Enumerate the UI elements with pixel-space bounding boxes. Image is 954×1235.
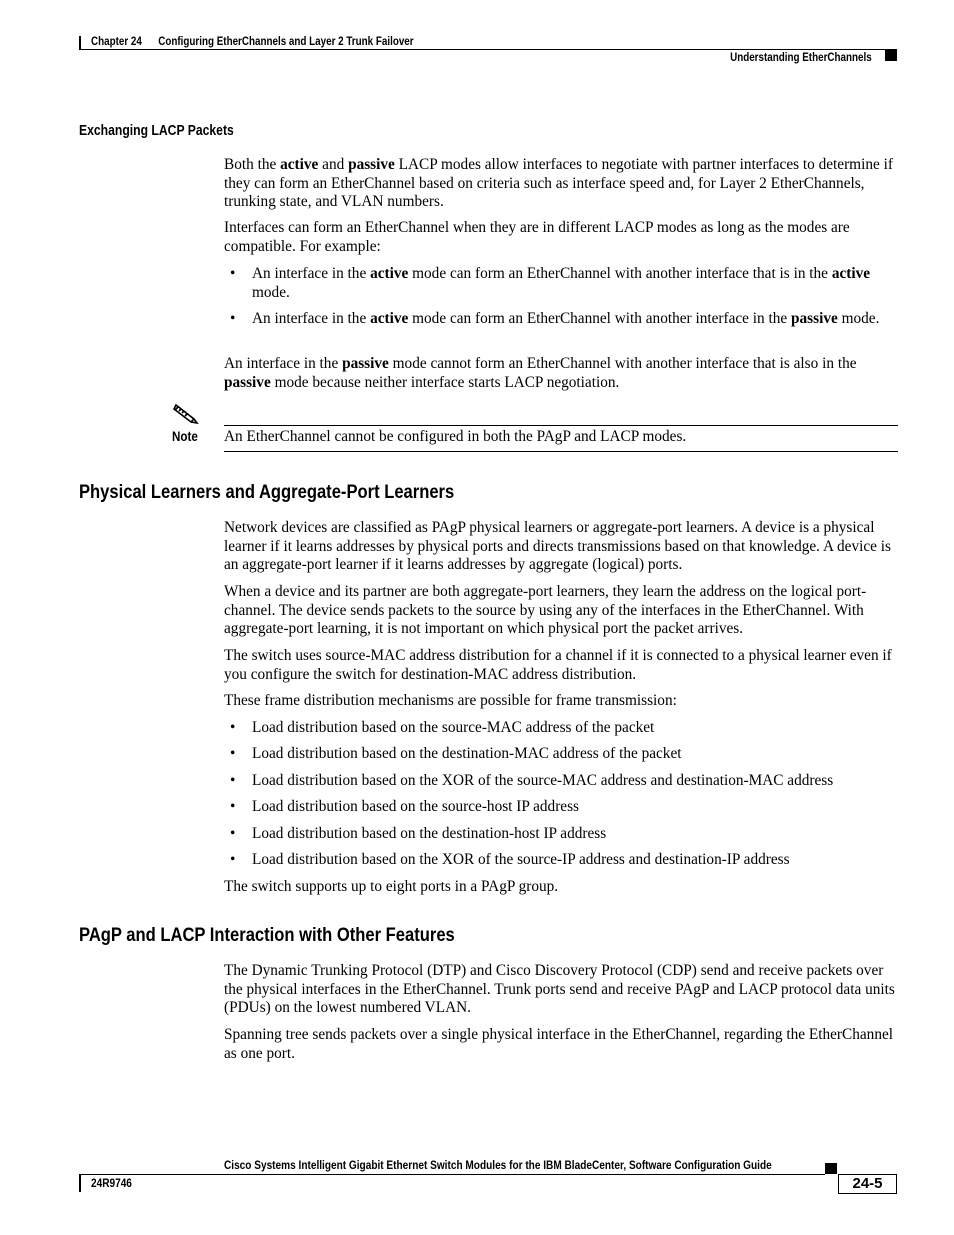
list-item: • Load distribution based on the XOR of the source-MAC address and destination-MAC address <box>230 772 834 789</box>
list-item: • An interface in the active mode can form an EtherChannel with another interface that is in the active mode. <box>230 265 871 301</box>
footer-rule-vertical <box>79 1174 81 1192</box>
paragraph: Spanning tree sends packets over a single physical interface in the EtherChannel, regarding the EtherChannel as one port. <box>224 1026 894 1062</box>
list-item: • Load distribution based on the destination-host IP address <box>230 825 607 842</box>
heading-physical-learners: Physical Learners and Aggregate-Port Learners <box>79 481 455 503</box>
paragraph: Both the active and passive LACP modes allow interfaces to negotiate with partner interfaces to determine if they can form an EtherChannel based on criteria such as interface speed and, for Layer 2 EtherChannels, trunking state, and VLAN numbers. <box>224 156 893 211</box>
list-item: • Load distribution based on the XOR of the source-IP address and destination-IP address <box>230 851 790 868</box>
running-header-chapter: Chapter 24 Configuring EtherChannels and Layer 2 Trunk Failover <box>91 34 414 48</box>
running-header-section: Understanding EtherChannels <box>730 50 872 64</box>
paragraph: An interface in the passive mode cannot form an EtherChannel with another interface that is also in the passive mode because neither interface starts LACP negotiation. <box>224 355 857 391</box>
footer-rule <box>79 1174 825 1175</box>
paragraph: These frame distribution mechanisms are possible for frame transmission: <box>224 692 677 709</box>
list-item: • Load distribution based on the source-host IP address <box>230 798 579 815</box>
paragraph: Interfaces can form an EtherChannel when they are in different LACP modes as long as the modes are compatible. For example: <box>224 219 850 255</box>
heading-pagp-lacp-interaction: PAgP and LACP Interaction with Other Features <box>79 924 455 946</box>
footer-doc-number: 24R9746 <box>91 1176 132 1190</box>
header-rule <box>79 36 81 50</box>
header-marker-block <box>885 50 897 61</box>
footer-book-title: Cisco Systems Intelligent Gigabit Ethernet Switch Modules for the IBM BladeCenter, Software Configuration Guide <box>224 1158 772 1172</box>
note-rule <box>224 425 898 426</box>
paragraph: The switch uses source-MAC address distribution for a channel if it is connected to a physical learner even if you configure the switch for destination-MAC address distribution. <box>224 647 892 683</box>
note-label: Note <box>172 429 198 444</box>
note-pencil-icon <box>172 402 200 426</box>
footer-marker-block <box>825 1163 837 1174</box>
paragraph: The Dynamic Trunking Protocol (DTP) and Cisco Discovery Protocol (CDP) send and receive packets over the physical interfaces in the EtherChannel. Trunk ports send and receive PAgP and LACP protocol data units (PDUs) on the lowest numbered VLAN. <box>224 962 895 1017</box>
paragraph: Network devices are classified as PAgP physical learners or aggregate-port learners. A device is a physical learner if it learns addresses by physical ports and directs transmissions based on that knowledge. A device is an aggregate-port learner if it learns addresses by aggregate (logical) ports. <box>224 519 891 574</box>
note-text: An EtherChannel cannot be configured in both the PAgP and LACP modes. <box>224 428 687 445</box>
paragraph: The switch supports up to eight ports in a PAgP group. <box>224 878 559 895</box>
list-item: • Load distribution based on the source-MAC address of the packet <box>230 719 655 736</box>
heading-exchanging-lacp: Exchanging LACP Packets <box>79 123 234 139</box>
paragraph: When a device and its partner are both aggregate-port learners, they learn the address on the logical port-channel. The device sends packets to the source by using any of the interfaces in the EtherChannel. With aggregate-port learning, it is not important on which physical port the packet arrives. <box>224 583 867 638</box>
note-rule <box>224 451 898 452</box>
list-item: • Load distribution based on the destination-MAC address of the packet <box>230 745 682 762</box>
page-number: 24-5 <box>838 1174 897 1194</box>
list-item: • An interface in the active mode can form an EtherChannel with another interface in the passive mode. <box>230 310 880 327</box>
